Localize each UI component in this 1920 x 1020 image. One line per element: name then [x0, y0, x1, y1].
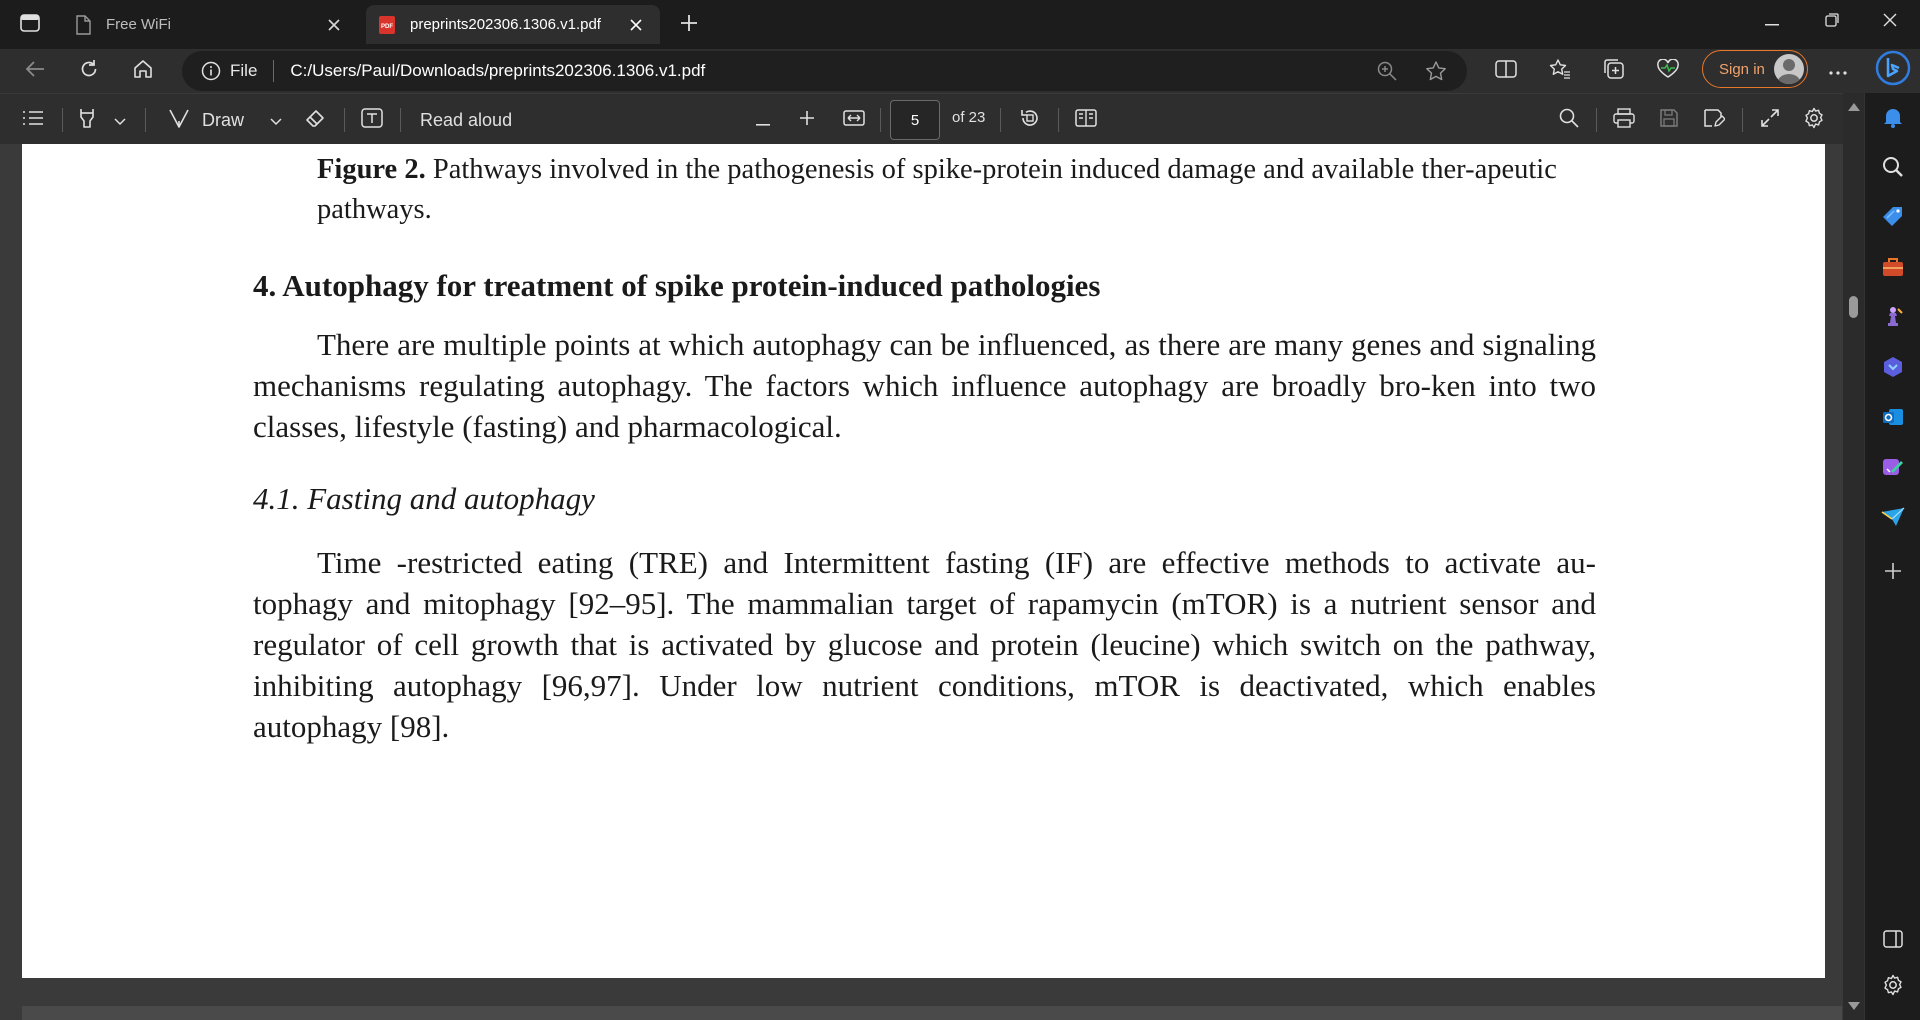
designer-icon: [1881, 455, 1905, 484]
divider: [400, 108, 401, 132]
favorites-icon: [1549, 59, 1571, 84]
print-button[interactable]: [1610, 106, 1638, 134]
read-aloud-button[interactable]: [420, 106, 540, 134]
divider: [62, 108, 63, 132]
hide-sidebar-button[interactable]: [1879, 927, 1907, 955]
table-of-contents-icon: [22, 109, 44, 132]
save-as-button[interactable]: [1700, 106, 1728, 134]
address-bar[interactable]: [182, 51, 1467, 91]
caption-label: Figure 2.: [317, 154, 426, 185]
restore-button[interactable]: [1802, 0, 1862, 44]
drop-icon: [1881, 506, 1905, 533]
page-count: of 23: [952, 109, 986, 126]
split-pane-icon: [1883, 930, 1903, 953]
section-heading: 4. Autophagy for treatment of spike protein-induced pathologies: [253, 268, 1101, 303]
outlook-icon: [1881, 405, 1905, 434]
draw-label: Draw: [202, 109, 245, 130]
document-viewport[interactable]: [0, 144, 1864, 1020]
tab-free-wifi[interactable]: [62, 5, 358, 44]
bing-copilot-icon: [1875, 50, 1911, 91]
scroll-up-arrow-icon[interactable]: [1848, 103, 1860, 111]
pdf-settings-button[interactable]: [1800, 106, 1828, 134]
settings-icon: [1882, 974, 1904, 1001]
divider: [145, 108, 146, 132]
sign-in-button[interactable]: [1702, 50, 1808, 88]
home-button[interactable]: [126, 55, 160, 87]
pen-icon: [168, 107, 190, 134]
figure-caption: [317, 150, 1617, 230]
page-icon: [74, 15, 92, 35]
heart-pulse-icon: [1656, 59, 1680, 84]
divider: [1596, 108, 1597, 132]
search-sidebar-button[interactable]: [1879, 155, 1907, 183]
home-icon: [133, 59, 153, 84]
restore-icon: [1825, 13, 1839, 32]
search-icon: [1559, 108, 1579, 133]
tab-actions-icon: [20, 14, 40, 37]
rotate-button[interactable]: [1016, 106, 1044, 134]
back-arrow-icon: [25, 60, 45, 83]
save-as-icon: [1703, 108, 1725, 133]
new-tab-button[interactable]: [672, 10, 706, 40]
minus-icon: [756, 110, 770, 131]
contents-button[interactable]: [20, 106, 46, 134]
draw-options-dropdown[interactable]: [268, 106, 284, 134]
vertical-scrollbar[interactable]: [1843, 93, 1864, 1020]
edge-sidebar: [1864, 93, 1920, 1020]
highlight-options-dropdown[interactable]: [112, 106, 128, 134]
search-icon: [1882, 156, 1904, 183]
read-aloud-label: Read aloud: [420, 109, 513, 130]
settings-and-more-button[interactable]: [1821, 55, 1855, 87]
divider: [880, 108, 881, 132]
pdf-page: [22, 144, 1825, 978]
tab-pdf[interactable]: [366, 5, 660, 44]
scrollbar-thumb[interactable]: [1849, 296, 1858, 318]
divider: [1058, 108, 1059, 132]
full-screen-button[interactable]: [1756, 106, 1784, 134]
designer-button[interactable]: [1879, 455, 1907, 483]
favorite-star-icon[interactable]: [1423, 58, 1449, 84]
highlight-button[interactable]: [74, 106, 100, 134]
tab-title: preprints202306.1306.v1.pdf: [410, 16, 601, 33]
navigation-bar: [0, 49, 1920, 93]
tools-button[interactable]: [1879, 255, 1907, 283]
caption-text: Pathways involved in the pathogenesis of spike-protein induced damage and available ther-apeutic pathways.: [317, 154, 1557, 225]
horizontal-scrollbar[interactable]: [22, 1006, 1842, 1020]
games-button[interactable]: [1879, 305, 1907, 333]
back-button[interactable]: [18, 55, 52, 87]
tab-strip: [0, 0, 1920, 49]
add-text-button[interactable]: [358, 106, 386, 134]
bing-copilot-button[interactable]: [1872, 49, 1914, 91]
zoom-out-button[interactable]: [750, 106, 776, 134]
outlook-button[interactable]: [1879, 405, 1907, 433]
zoom-in-button[interactable]: [794, 106, 820, 134]
gear-icon: [1803, 107, 1825, 134]
tab-actions-button[interactable]: [14, 12, 46, 38]
pdf-icon: [378, 15, 396, 35]
highlighter-icon: [77, 107, 97, 134]
minimize-button[interactable]: [1742, 0, 1802, 44]
divider: [344, 108, 345, 132]
notifications-button[interactable]: [1879, 105, 1907, 133]
split-screen-button[interactable]: [1489, 55, 1523, 87]
page-view-icon: [1074, 108, 1098, 133]
rotate-icon: [1019, 107, 1041, 134]
copilot-button[interactable]: [1879, 355, 1907, 383]
fit-to-width-button[interactable]: [840, 106, 868, 134]
sign-in-label: Sign in: [1719, 60, 1765, 78]
divider: [1742, 108, 1743, 132]
print-icon: [1613, 108, 1635, 133]
url-text[interactable]: C:/Users/Paul/Downloads/preprints202306.1306.v1.pdf: [290, 61, 706, 80]
collections-button[interactable]: [1597, 55, 1631, 87]
refresh-icon: [79, 59, 99, 84]
erase-button[interactable]: [302, 106, 330, 134]
eraser-icon: [305, 108, 327, 133]
page-number-input[interactable]: 5: [890, 100, 940, 140]
fit-width-icon: [843, 109, 865, 132]
section-paragraph: There are multiple points at which autophagy can be influenced, as there are many genes and signaling mechanisms regulating autophagy. The factors which influence autophagy are broadly bro-ken into two classes, lifestyle (fasting) and pharmacological.: [253, 327, 1596, 444]
scroll-down-arrow-icon[interactable]: [1848, 1002, 1860, 1010]
plus-icon: [680, 14, 698, 37]
collections-icon: [1603, 58, 1625, 85]
divider: [273, 60, 274, 82]
add-sidebar-app-button[interactable]: [1879, 559, 1907, 587]
text-box-icon: [361, 108, 383, 133]
close-window-button[interactable]: [1860, 0, 1920, 44]
add-icon: [1884, 562, 1902, 585]
sidebar-settings-button[interactable]: [1879, 973, 1907, 1001]
zoom-icon[interactable]: [1375, 59, 1399, 83]
favorites-button[interactable]: [1543, 55, 1577, 87]
shopping-tag-icon: [1881, 205, 1905, 234]
avatar: [1774, 54, 1804, 84]
refresh-button[interactable]: [72, 55, 106, 87]
scheme-label: File: [230, 61, 258, 80]
chevron-down-icon: [114, 110, 126, 131]
expand-icon: [1760, 108, 1780, 133]
chevron-down-icon: [270, 110, 282, 131]
toolbox-icon: [1881, 256, 1905, 283]
divider: [1000, 108, 1001, 132]
save-button[interactable]: [1655, 106, 1683, 134]
drop-button[interactable]: [1879, 505, 1907, 533]
close-icon[interactable]: [322, 13, 346, 37]
minimize-icon: [1765, 13, 1779, 31]
games-icon: [1881, 305, 1905, 334]
close-icon: [1883, 13, 1897, 32]
subsection-paragraph: Time -restricted eating (TRE) and Intermittent fasting (IF) are effective methods to activate au-tophagy and mitophagy [92–95]. The mammalian target of rapamycin (mTOR) is a nutrient sensor and regulator of cell growth that is activated by glucose and protein (leucine) which switch on the pathway, inhibiting autophagy [96,97]. Under low nutrient conditions, mTOR is deactivated, which enables autophagy [98].: [253, 545, 1596, 744]
info-icon[interactable]: [200, 60, 222, 82]
subsection-heading: 4.1. Fasting and autophagy: [253, 481, 595, 516]
tab-title: Free WiFi: [106, 16, 171, 33]
svg-text:PDF: PDF: [381, 23, 393, 30]
pdf-toolbar: [0, 93, 1864, 144]
page-view-button[interactable]: [1072, 106, 1100, 134]
browser-essentials-button[interactable]: [1651, 55, 1685, 87]
copilot-icon: [1881, 355, 1905, 384]
more-dots-icon: [1829, 62, 1847, 80]
bell-icon: [1882, 106, 1904, 133]
draw-button[interactable]: [168, 106, 278, 134]
split-screen-icon: [1495, 59, 1517, 84]
save-icon: [1659, 108, 1679, 133]
plus-icon: [799, 110, 815, 131]
shopping-button[interactable]: [1879, 205, 1907, 233]
close-icon[interactable]: [624, 13, 648, 37]
find-button[interactable]: [1555, 106, 1583, 134]
